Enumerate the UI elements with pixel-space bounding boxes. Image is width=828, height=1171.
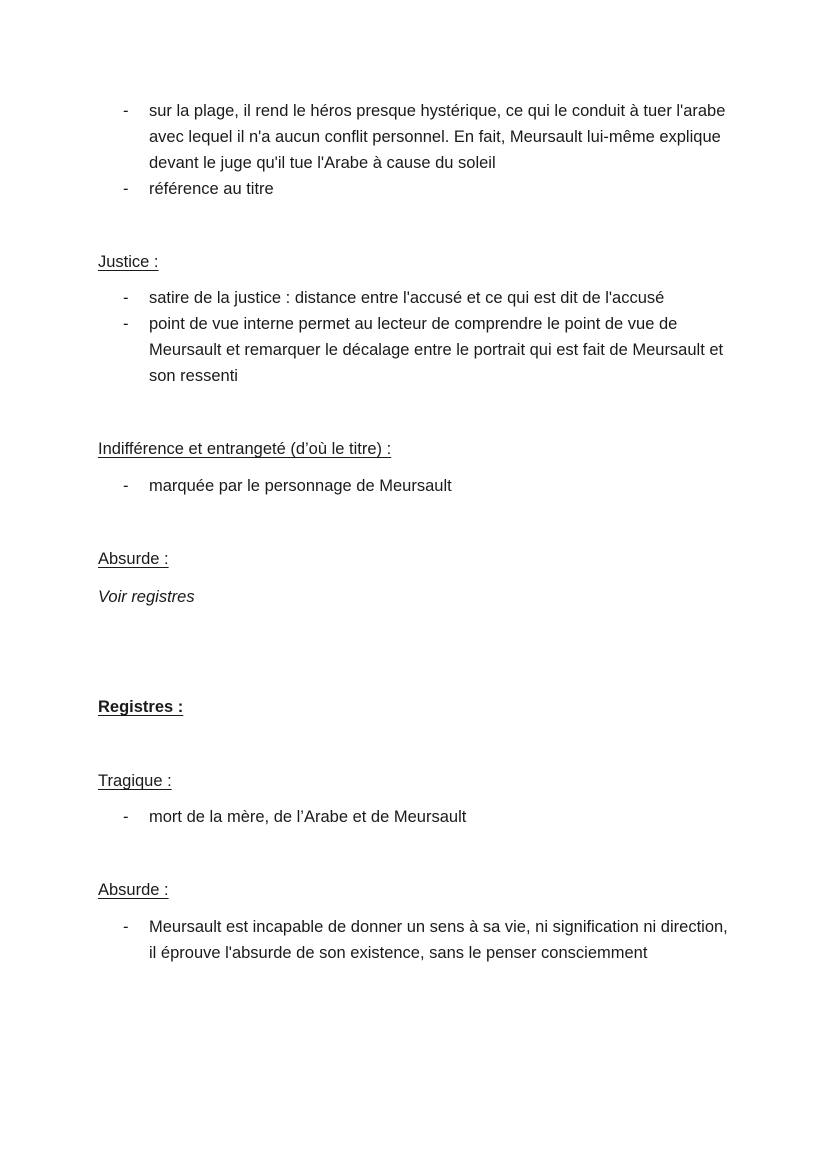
bullet-text: référence au titre: [149, 180, 274, 198]
bullet-dash: -: [123, 918, 129, 936]
list-item: [0, 285, 729, 311]
bullet-dash: -: [123, 315, 129, 333]
indifference-bullet-list: [0, 473, 828, 499]
bullet-text: marquée par le personnage de Meursault: [149, 477, 452, 495]
bullet-dash: -: [123, 102, 129, 120]
heading-justice: Justice :: [98, 253, 159, 271]
intro-bullet-list: [0, 98, 828, 202]
bullet-text: satire de la justice : distance entre l'accusé et ce qui est dit de l'accusé: [149, 289, 665, 307]
list-item: [0, 311, 729, 389]
list-item: [0, 98, 729, 176]
bullet-text: point de vue interne permet au lecteur de comprendre le point de vue de Meursault et remarquer le décalage entre le portrait qui est fait de Meursault et son ressenti: [149, 315, 724, 385]
bullet-text: mort de la mère, de l’Arabe et de Meursault: [149, 808, 467, 826]
heading-absurde-theme: Absurde :: [98, 550, 169, 568]
list-item: [0, 473, 729, 499]
heading-absurde-registre: Absurde :: [98, 881, 169, 899]
heading-indifference: Indifférence et entrangeté (d’où le titre) :: [98, 440, 392, 458]
absurde-registre-bullet-list: [0, 914, 828, 966]
heading-registres: Registres :: [98, 698, 184, 716]
heading-tragique: Tragique :: [98, 772, 172, 790]
list-item: [0, 804, 729, 830]
bullet-dash: -: [123, 477, 129, 495]
tragique-bullet-list: [0, 804, 828, 830]
bullet-dash: -: [123, 180, 129, 198]
bullet-text: sur la plage, il rend le héros presque hystérique, ce qui le conduit à tuer l'arabe avec lequel il n'a aucun conflit personnel. En fait, Meursault lui-même explique devant le juge qu'il tue l'Arabe à cause du soleil: [149, 102, 726, 172]
absurde-note: Voir registres: [98, 588, 195, 606]
list-item: [0, 914, 729, 966]
bullet-text: Meursault est incapable de donner un sens à sa vie, ni signification ni direction, il éprouve l'absurde de son existence, sans le penser consciemment: [149, 918, 728, 962]
bullet-dash: -: [123, 289, 129, 307]
list-item: [0, 176, 729, 202]
bullet-dash: -: [123, 808, 129, 826]
justice-bullet-list: [0, 285, 828, 389]
